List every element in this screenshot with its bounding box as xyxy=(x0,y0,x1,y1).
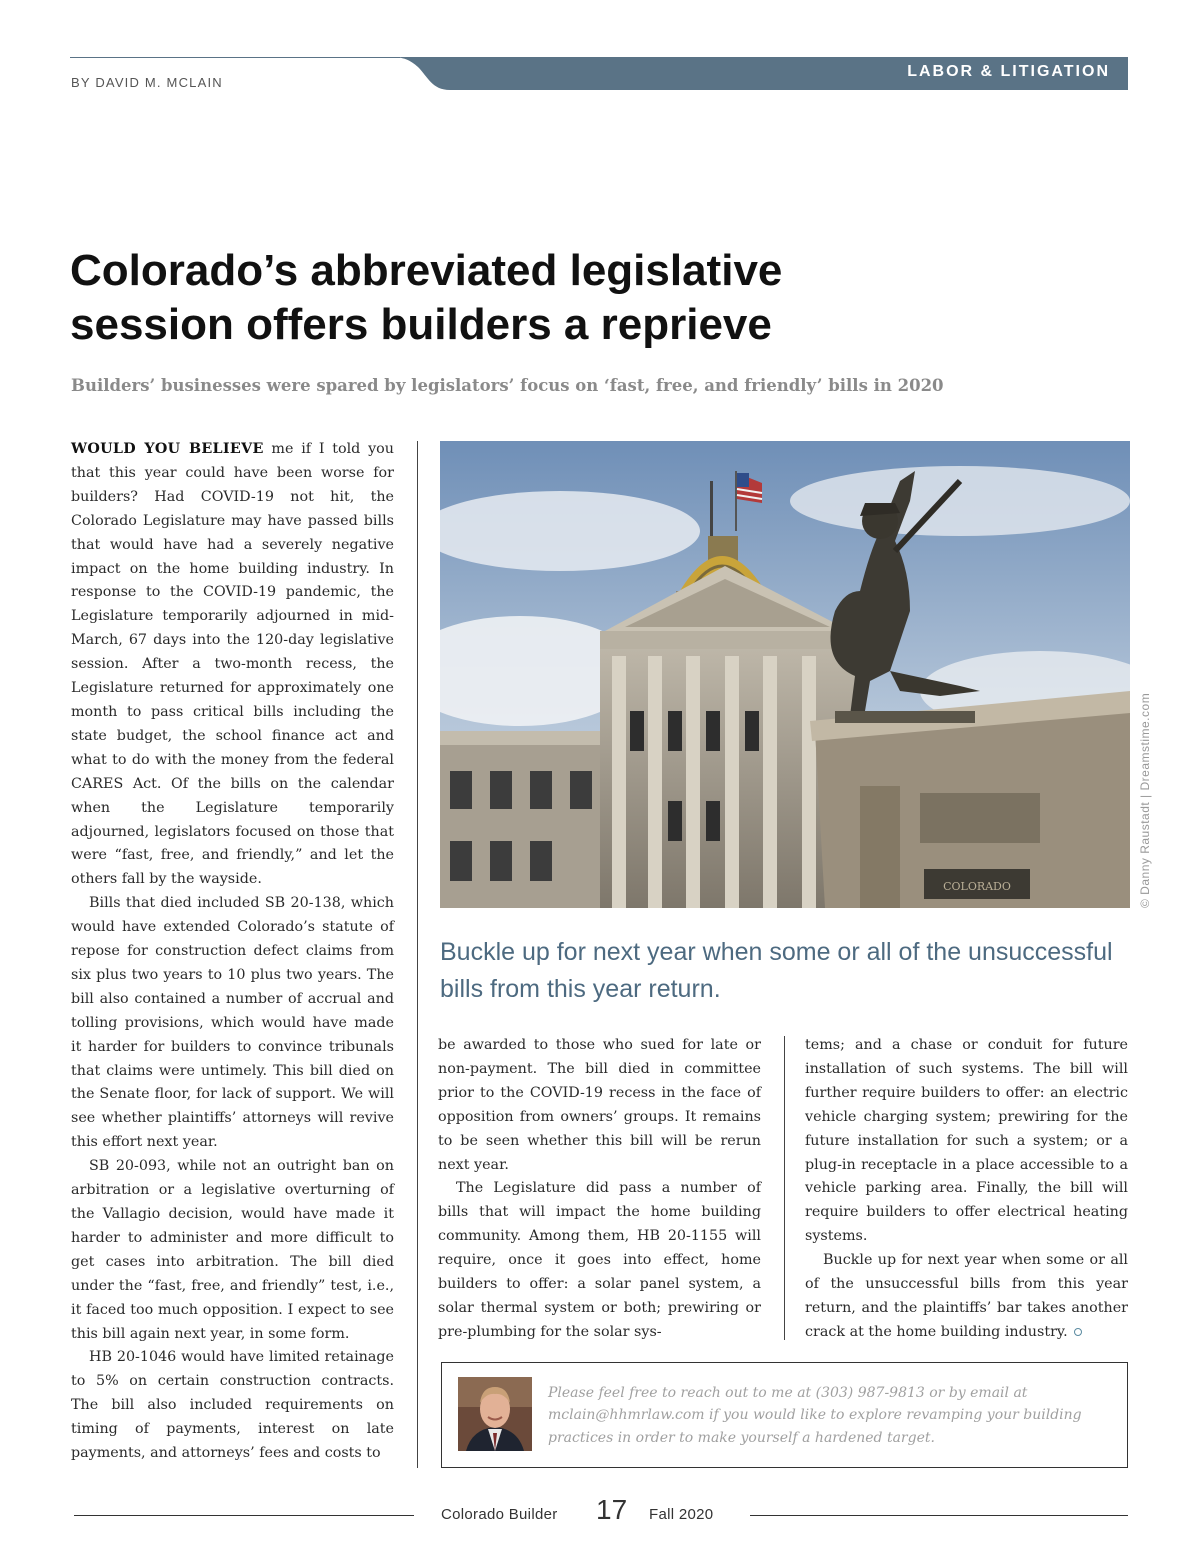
lead-in: WOULD YOU BELIEVE xyxy=(71,441,264,457)
dek: Builders’ businesses were spared by legislators’ focus on ‘fast, free, and friendly’ bills in 2020 xyxy=(71,376,944,395)
footer-rule-right xyxy=(750,1515,1128,1516)
footer-issue: Fall 2020 xyxy=(649,1506,714,1523)
paragraph-5: be awarded to those who sued for late or non-payment. The bill died in committee prior to the COVID-19 recess in the face of opposition from owners’ groups. It remains to be seen whether this bill will be rerun next year. xyxy=(438,1037,761,1173)
section-label: LABOR & LITIGATION xyxy=(907,63,1110,80)
paragraph-2: Bills that died included SB 20-138, which would have extended Colorado’s statute of repose for construction defect claims from six plus two years to 10 plus two years. The bill also contained a number of accrual and tolling provisions, which would have made it harder for builders to convince tribunals that claims were untimely. This bill died on the Senate floor, for lack of support. We will see whether plaintiffs’ attorneys will revive this effort next year. xyxy=(71,895,394,1151)
headline-line-1: Colorado’s abbreviated legislative xyxy=(70,246,783,295)
author-headshot xyxy=(458,1377,532,1451)
column-1 xyxy=(71,438,394,1466)
column-3 xyxy=(805,1034,1128,1345)
plaque-text: COLORADO xyxy=(943,880,1011,893)
paragraph-8 xyxy=(805,1249,1128,1345)
column-divider xyxy=(417,441,418,1468)
header-rule xyxy=(70,57,400,58)
paragraph-7: tems; and a chase or conduit for future installation of such systems. The bill will further require builders to offer: an electric vehicle charging system; prewiring for the future installation for such a system; or a plug-in receptacle in a place accessible to a vehicle parking area. Finally, the bill will require builders to offer electrical heating systems. xyxy=(805,1037,1128,1245)
column-2 xyxy=(438,1034,761,1345)
paragraph-8-text: Buckle up for next year when some or all of the unsuccessful bills from this year return, and the plaintiffs’ bar takes another crack at the home building industry. xyxy=(805,1252,1128,1340)
end-mark-icon xyxy=(1074,1328,1082,1336)
headline-line-2: session offers builders a reprieve xyxy=(70,300,772,349)
pull-quote: Buckle up for next year when some or all of the unsuccessful bills from this year return. xyxy=(440,938,1113,1003)
paragraph-3: SB 20-093, while not an outright ban on arbitration or a legislative overturning of the Vallagio decision, would have made it harder to administer and more difficult to get cases into arbitration. The bill died under the “fast, free, and friendly” test, i.e., it faced too much opposition. I expect to see this bill again next year, in some form. xyxy=(71,1158,394,1342)
footer-rule-left xyxy=(74,1515,414,1516)
photo-credit: © Danny Raustadt | Dreamstime.com xyxy=(1138,692,1152,908)
author-contact-box xyxy=(441,1362,1128,1468)
paragraph-6: The Legislature did pass a number of bills that will impact the home building community. Among them, HB 20-1155 will require, once it goes into effect, home builders to offer: a solar panel system, a solar thermal system or both; prewiring or pre-plumbing for the solar sys- xyxy=(438,1180,761,1340)
paragraph-1 xyxy=(71,438,394,892)
paragraph-1-text: me if I told you that this year could have been worse for builders? Had COVID-19 not hit, the Colorado Legislature may have passed bills that would have had a severely negative impact on the home building industry. In response to the COVID-19 pandemic, the Legislature temporarily adjourned in mid-March, 67 days into the 120-day legislative session. After a two-month recess, the Legislature returned for approximately one month to pass critical bills including the state budget, the school finance act and what to do with the money from the federal CARES Act. Of the bills on the calendar when the Legislature temporarily adjourned, legislators focused on those that were “fast, free, and friendly,” and let the others fall by the wayside. xyxy=(71,441,394,888)
column-divider-2 xyxy=(784,1036,785,1340)
capitol-photo xyxy=(440,441,1130,908)
paragraph-4: HB 20-1046 would have limited retainage to 5% on certain construction contracts. The bill also included requirements on timing of payments, interest on late payments, and attorneys’ fees and costs to xyxy=(71,1349,394,1462)
footer-publication: Colorado Builder xyxy=(441,1506,558,1523)
byline: BY DAVID M. MCLAIN xyxy=(71,75,223,90)
contact-text: Please feel free to reach out to me at (303) 987-9813 or by email at mclain@hhmrlaw.com if you would like to explore revamping your building practices in order to make yourself a hardened target. xyxy=(548,1385,1082,1446)
headline xyxy=(70,244,1070,352)
page-number: 17 xyxy=(596,1494,628,1525)
